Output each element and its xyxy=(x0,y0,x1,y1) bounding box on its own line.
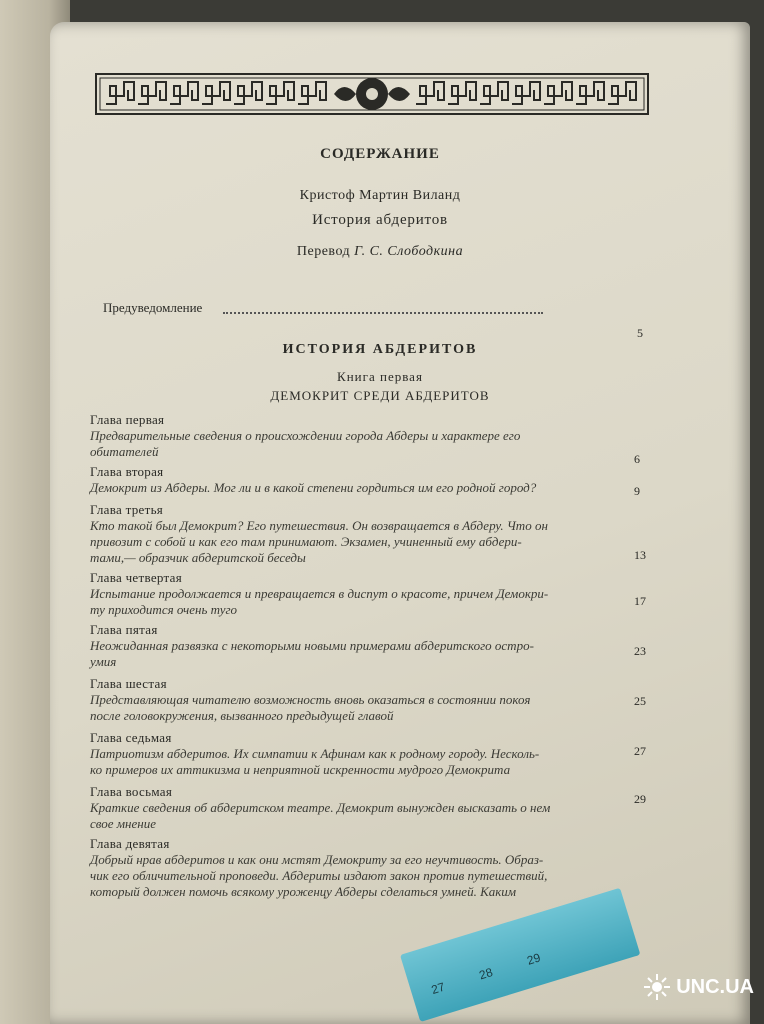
chapter-description-line: Добрый нрав абдеритов и как они мстят Демокриту за его неучтивость. Образ- xyxy=(90,852,544,867)
chapter-description-line: ту приходится очень туго xyxy=(90,602,238,617)
preface-page-number: 5 xyxy=(637,326,643,340)
chapter-description-line: свое мнение xyxy=(90,816,156,831)
chapter-entry[interactable] xyxy=(90,836,650,900)
author-name: Кристоф Мартин Виланд xyxy=(299,188,461,203)
chapter-description-line: Кто такой был Демокрит? Его путешествия. Он возвращается в Абдеру. Что он xyxy=(90,518,548,533)
chapter-description-line: Представляющая читателю возможность вновь оказаться в состоянии покоя xyxy=(90,692,531,707)
chapter-description-line: который должен помочь всякому уроженцу Абдеры сделаться умней. Каким xyxy=(90,884,517,899)
chapter-description-line: обитателей xyxy=(90,444,159,459)
chapter-page-number: 23 xyxy=(634,644,646,658)
page-title: СОДЕРЖАНИЕ xyxy=(320,146,440,162)
chapter-description-line: после головокружения, вызванного предыдущей главой xyxy=(90,708,394,723)
chapter-label: Глава девятая xyxy=(90,836,170,851)
chapter-entry[interactable] xyxy=(90,622,650,670)
chapter-description-line: тами,— образчик абдеритской беседы xyxy=(90,550,306,565)
chapter-page-number: 17 xyxy=(634,594,646,608)
chapter-label: Глава вторая xyxy=(90,464,164,479)
chapter-description-line: Краткие сведения об абдеритском театре. Демокрит вынужден высказать о нем xyxy=(90,800,551,815)
ruler-label: 28 xyxy=(477,965,495,983)
chapter-description-line: умия xyxy=(90,654,117,669)
chapter-label: Глава третья xyxy=(90,502,164,517)
preface-label: Предуведомление xyxy=(103,300,203,315)
translator-name: Г. С. Слободкина xyxy=(354,244,464,259)
watermark xyxy=(642,972,754,1002)
work-title: История абдеритов xyxy=(312,212,448,228)
chapter-entry[interactable] xyxy=(90,502,650,566)
chapter-description-line: чик его обличительной проповеди. Абдериты издают закон против путешествий, xyxy=(90,868,548,883)
chapter-page-number: 25 xyxy=(634,694,646,708)
book-title: ДЕМОКРИТ СРЕДИ АБДЕРИТОВ xyxy=(270,388,490,403)
chapter-label: Глава пятая xyxy=(90,622,158,637)
chapter-page-number: 6 xyxy=(634,452,640,466)
chapter-entry[interactable] xyxy=(90,464,650,496)
book-label: Книга первая xyxy=(337,369,423,384)
chapter-description-line: Демокрит из Абдеры. Мог ли и в какой степени гордиться им его родной город? xyxy=(90,480,537,495)
chapter-description-line: привозит с собой и как его там принимают. Экзамен, учиненный ему абдери- xyxy=(90,534,522,549)
chapter-entry[interactable] xyxy=(90,412,650,466)
watermark-text: UNC.UA xyxy=(676,975,754,998)
chapter-label: Глава седьмая xyxy=(90,730,172,745)
chapter-label: Глава первая xyxy=(90,412,165,427)
translation-prefix: Перевод xyxy=(296,244,351,259)
chapter-label: Глава четвертая xyxy=(90,570,183,585)
chapter-entry[interactable] xyxy=(90,730,650,778)
chapter-label: Глава шестая xyxy=(90,676,167,691)
chapter-page-number: 27 xyxy=(634,744,646,758)
chapter-page-number: 29 xyxy=(634,792,646,806)
ruler-label: 27 xyxy=(429,979,447,997)
chapter-label: Глава восьмая xyxy=(90,784,173,799)
chapter-description-line: Неожиданная развязка с некоторыми новыми примерами абдеритского остро- xyxy=(90,638,534,653)
sunburst-icon xyxy=(642,972,672,1002)
chapter-entry[interactable] xyxy=(90,676,650,724)
chapter-description-line: Патриотизм абдеритов. Их симпатии к Афинам как к родному городу. Несколь- xyxy=(90,746,540,761)
chapter-entry[interactable] xyxy=(90,784,650,832)
section-title: ИСТОРИЯ АБДЕРИТОВ xyxy=(282,342,478,357)
chapter-entry[interactable] xyxy=(90,570,650,618)
chapter-page-number: 13 xyxy=(634,548,646,562)
ruler-label: 29 xyxy=(525,950,543,968)
chapter-description-line: ко примеров их аттикизма и неприятной искренности мудрого Демокрита xyxy=(90,762,511,777)
chapter-description-line: Испытание продолжается и превращается в диспут о красоте, причем Демокри- xyxy=(90,586,549,601)
chapter-description-line: Предварительные сведения о происхождении города Абдеры и характере его xyxy=(90,428,521,443)
chapter-page-number: 9 xyxy=(634,484,640,498)
